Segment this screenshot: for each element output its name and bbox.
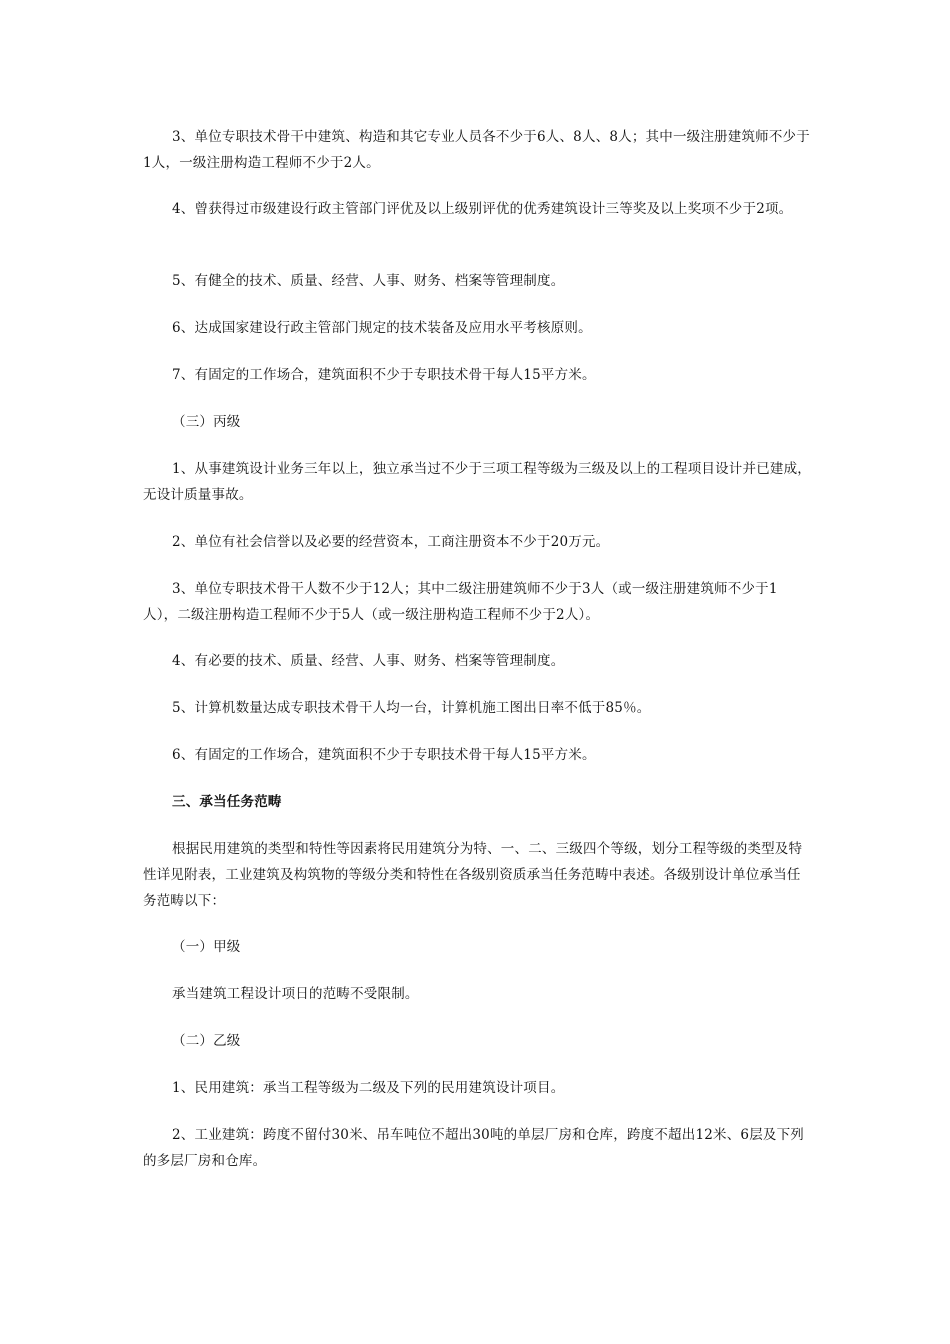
paragraph-requirement-6: 6、达成国家建设行政主管部门规定的技术装备及应用水平考核原则。 xyxy=(172,320,592,336)
paragraph-grade-a-scope: 承当建筑工程设计项日的范畴不受限制。 xyxy=(172,986,419,1002)
subheading-grade-c: （三）丙级 xyxy=(172,414,241,430)
paragraph-requirement-4: 4、曾获得过市级建设行政主管部门评优及以上级别评优的优秀建筑设计三等奖及以上奖项不少于2项。 xyxy=(172,201,793,217)
paragraph-grade-c-4: 4、有必要的技术、质量、经营、人事、财务、档案等管理制度。 xyxy=(172,653,565,669)
paragraph-requirement-5: 5、有健全的技术、质量、经营、人事、财务、档案等管理制度。 xyxy=(172,273,565,289)
paragraph-requirement-3: 3、单位专职技术骨干中建筑、构造和其它专业人员各不少于6人、8人、8人；其中一级注册建筑师不少于1人，一级注册构造工程师不少于2人。 xyxy=(143,129,810,171)
paragraph-grade-b-1: 1、民用建筑：承当工程等级为二级及下列的民用建筑设计项目。 xyxy=(172,1080,565,1096)
paragraph-scope-intro: 根据民用建筑的类型和特性等因素将民用建筑分为特、一、二、三级四个等级，划分工程等级的类型及特性详见附表，工业建筑及构筑物的等级分类和特性在各级别资质承当任务范畴中表述。各级别设计单位承当任务范畴以下： xyxy=(143,841,803,909)
paragraph-grade-c-3: 3、单位专职技术骨干人数不少于12人；其中二级注册建筑师不少于3人（或一级注册建筑师不少于1人），二级注册构造工程师不少于5人（或一级注册构造工程师不少于2人）。 xyxy=(143,581,778,623)
paragraph-grade-c-1: 1、从事建筑设计业务三年以上，独立承当过不少于三项工程等级为三级及以上的工程项目设计并已建成，无设计质量事故。 xyxy=(143,461,811,503)
paragraph-requirement-7: 7、有固定的工作场合，建筑面积不少于专职技术骨干每人15平方米。 xyxy=(172,367,596,383)
paragraph-grade-c-5: 5、计算机数量达成专职技术骨干人均一台，计算机施工图出日率不低于85％。 xyxy=(172,700,651,716)
paragraph-grade-c-2: 2、单位有社会信誉以及必要的经营资本，工商注册资本不少于20万元。 xyxy=(172,534,610,550)
subheading-grade-b: （二）乙级 xyxy=(172,1033,241,1049)
paragraph-grade-b-2: 2、工业建筑：跨度不留付30米、吊车吨位不超出30吨的单层厂房和仓库，跨度不超出12米、6层及下列的多层厂房和仓库。 xyxy=(143,1127,805,1169)
subheading-grade-a: （一）甲级 xyxy=(172,939,241,955)
paragraph-grade-c-6: 6、有固定的工作场合，建筑面积不少于专职技术骨干每人15平方米。 xyxy=(172,747,596,763)
section-heading-task-scope: 三、承当任务范畴 xyxy=(172,794,282,810)
